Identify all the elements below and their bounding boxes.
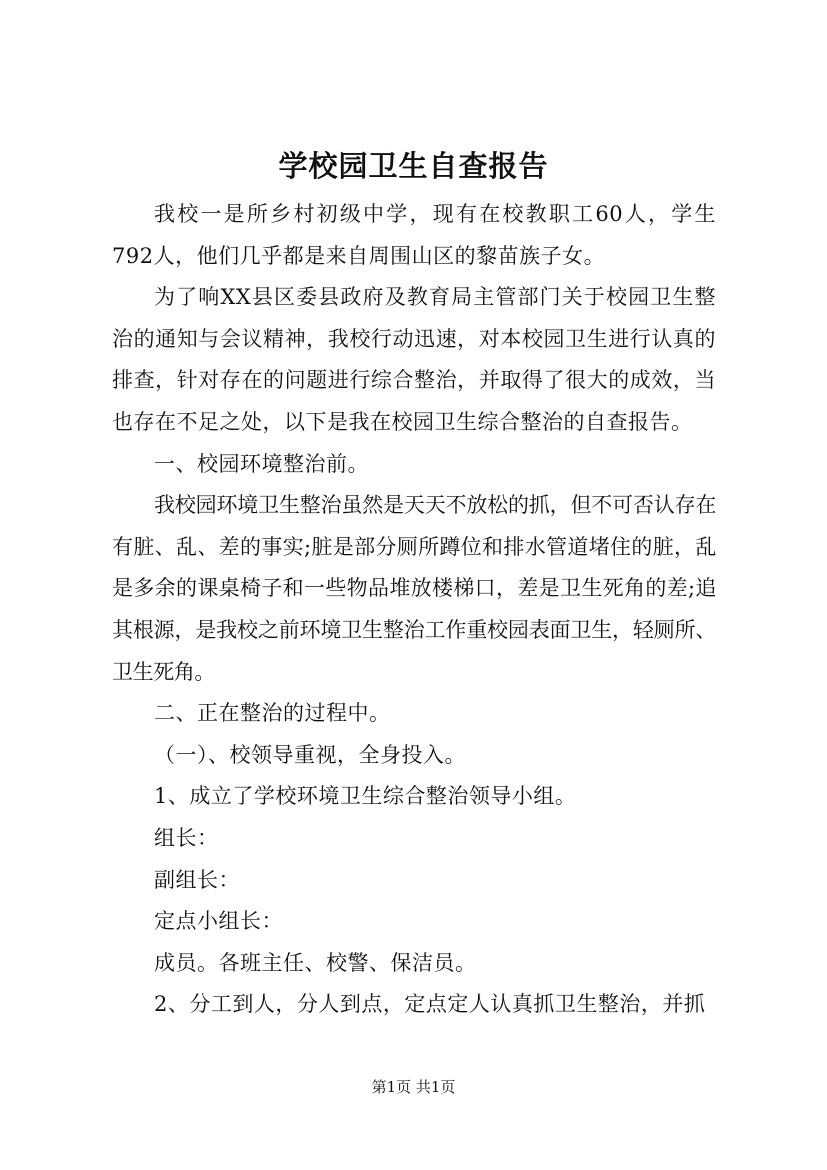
subheading-leadership: （一）、校领导重视，全身投入。 <box>154 742 466 767</box>
page-footer: 第1页 共1页 <box>371 1078 456 1096</box>
item-group-leader: 组长： <box>154 825 219 850</box>
item-members: 成员。各班主任、校警、保洁员。 <box>154 950 477 975</box>
paragraph-purpose: 为了响XX县区委县政府及教育局主管部门关于校园卫生整治的通知与会议精神，我校行动迅速，对本校园卫生进行认真的排查，针对存在的问题进行综合整治，并取得了很大的成效，当也存在不足之处，以下是我在校园卫生综合整治的自查报告。 <box>112 285 716 434</box>
paragraph-problems: 我校园环境卫生整治虽然是天天不放松的抓，但不可否认存在有脏、乱、差的事实;脏是部分厕所蹲位和排水管道堵住的脏，乱是多余的课桌椅子和一些物品堆放楼梯口，差是卫生死角的差;追其根源，是我校之前环境卫生整治工作重校园表面卫生，轻厕所、卫生死角。 <box>112 493 716 684</box>
heading-before-rectification: 一、校园环境整治前。 <box>154 451 369 476</box>
heading-during-rectification: 二、正在整治的过程中。 <box>154 701 391 726</box>
item-spot-leader: 定点小组长： <box>154 909 283 934</box>
document-title: 学校园卫生自查报告 <box>278 149 549 183</box>
paragraph-school-intro: 我校一是所乡村初级中学，现有在校教职工60人，学生792人，他们几乎都是来自周围山区的黎苗族子女。 <box>112 202 716 268</box>
item-leadership-group: 1、成立了学校环境卫生综合整治领导小组。 <box>154 784 577 809</box>
document-body <box>112 194 716 1026</box>
item-division-of-labor: 2、分工到人，分人到点，定点定人认真抓卫生整治，并抓 <box>154 992 706 1017</box>
item-deputy-leader: 副组长： <box>154 867 240 892</box>
